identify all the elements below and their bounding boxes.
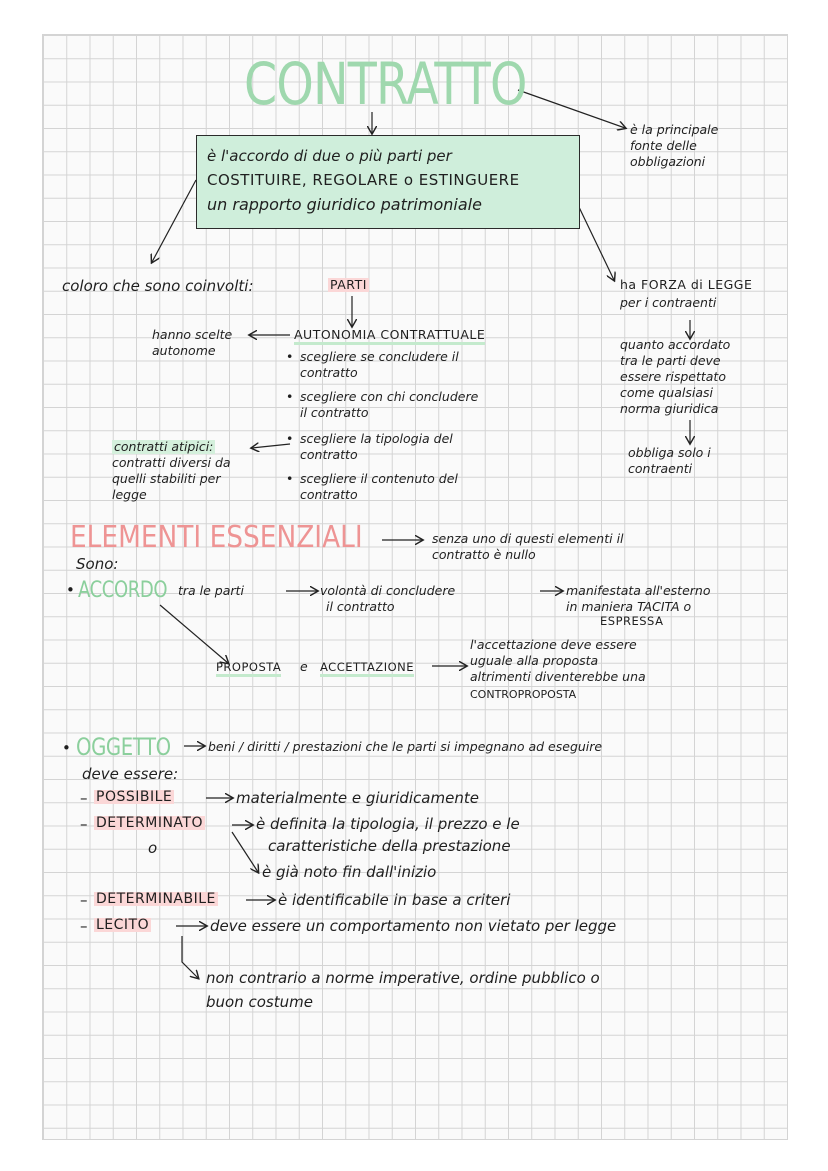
forza-detail-line: quanto accordato [620,337,731,352]
elementi-note: contratto è nullo [432,547,536,562]
elementi-heading: ELEMENTI ESSENZIALI [70,520,363,555]
definition-line: un rapporto giuridico patrimoniale [207,195,482,214]
oggetto-deve: deve essere: [82,765,179,783]
proposta-label: PROPOSTA [216,660,281,677]
lecito-label: LECITO [96,917,150,933]
autonomia-bullet-line: contratto [300,447,358,462]
atipici-line: legge [112,487,147,502]
accettazione-note: uguale alla proposta [470,653,599,668]
possibile-label: POSSIBILE [96,789,173,805]
possibile-desc: materialmente e giuridicamente [236,789,479,807]
oggetto-or: o [148,839,158,857]
parties-label: coloro che sono coinvolti: [62,277,254,295]
autonomia-heading: AUTONOMIA CONTRATTUALE [294,328,485,345]
definition-line: è l'accordo di due o più parti per [207,147,452,165]
autonomia-bullet-line: scegliere la tipologia del [300,431,453,446]
autonomia-bullet-line: scegliere il contenuto del [300,471,458,486]
forza-detail-line: tra le parti deve [620,353,721,368]
accettazione-label: ACCETTAZIONE [320,660,414,677]
possibile-dash: – [80,789,88,807]
autonomia-bullet: • [286,349,294,364]
forza-binds-line: obbliga solo i [628,445,711,460]
lecito-desc: deve essere un comportamento non vietato per legge [210,917,617,935]
accordo-label: ACCORDO [78,578,168,603]
autonomia-bullet: • [286,389,294,404]
definition-box [196,135,580,229]
atipici-title: contratti atipici: [114,439,214,454]
determinato-desc2: è già noto fin dall'inizio [262,863,437,881]
determinabile-label: DETERMINABILE [96,891,216,907]
accordo-bullet: • [66,581,75,599]
forza-detail-line: come qualsiasi [620,385,713,400]
elementi-sono: Sono: [76,555,119,573]
accettazione-note: CONTROPROPOSTA [470,688,577,701]
forza-line2: per i contraenti [620,295,717,310]
accordo-tail: tra le parti [178,583,244,598]
forza-binds-line: contraenti [628,461,693,476]
determinabile-desc: è identificabile in base a criteri [278,891,511,909]
oggetto-bullet: • [62,739,71,757]
source-note [630,122,718,170]
accettazione-note: l'accettazione deve essere [470,637,637,652]
source-note-text: fonte delle [630,138,697,153]
source-note-text: è la principale [630,122,719,137]
autonomia-bullet-line: scegliere con chi concludere [300,389,479,404]
autonomia-bullet-line: contratto [300,365,358,380]
atipici-line: quelli stabiliti per [112,471,221,486]
autonomia-bullet-line: il contratto [300,405,369,420]
forza-detail-line: essere rispettato [620,369,726,384]
accordo-manifest: manifestata all'esterno [566,583,711,598]
oggetto-label: OGGETTO [76,733,171,761]
lecito-note: non contrario a norme imperative, ordine pubblico o [206,969,600,987]
source-note-line [630,122,718,170]
determinato-label: DETERMINATO [96,815,203,831]
autonomia-bullet-line: contratto [300,487,358,502]
elementi-note: senza uno di questi elementi il [432,531,624,546]
autonomia-left-note: hanno scelte [152,327,233,342]
page-title: CONTRATTO [244,50,527,118]
autonomia-bullet-line: scegliere se concludere il [300,349,459,364]
determinato-desc: è definita la tipologia, il prezzo e le [256,815,520,833]
accordo-manifest: ESPRESSA [600,614,664,628]
lecito-dash: – [80,917,88,935]
accordo-volonta: volontà di concludere [320,583,456,598]
atipici-line: contratti diversi da [112,455,231,470]
forza-line1: ha FORZA di LEGGE [620,277,753,292]
definition-line: COSTITUIRE, REGOLARE o ESTINGUERE [207,171,520,189]
autonomia-left-note: autonome [152,343,216,358]
autonomia-bullet: • [286,431,294,446]
accordo-manifest: in maniera TACITA o [566,599,692,614]
lecito-note: buon costume [206,993,313,1011]
parties-value: PARTI [330,277,367,292]
proposta-and: e [300,659,308,674]
determinato-desc: caratteristiche della prestazione [268,837,511,855]
accordo-volonta: il contratto [326,599,395,614]
oggetto-desc: beni / diritti / prestazioni che le parti si impegnano ad eseguire [208,739,603,754]
autonomia-bullet: • [286,471,294,486]
accettazione-note: altrimenti diventerebbe una [470,669,646,684]
source-note-text: obbligazioni [630,154,706,169]
determinabile-dash: – [80,891,88,909]
determinato-dash: – [80,815,88,833]
forza-detail-line: norma giuridica [620,401,719,416]
